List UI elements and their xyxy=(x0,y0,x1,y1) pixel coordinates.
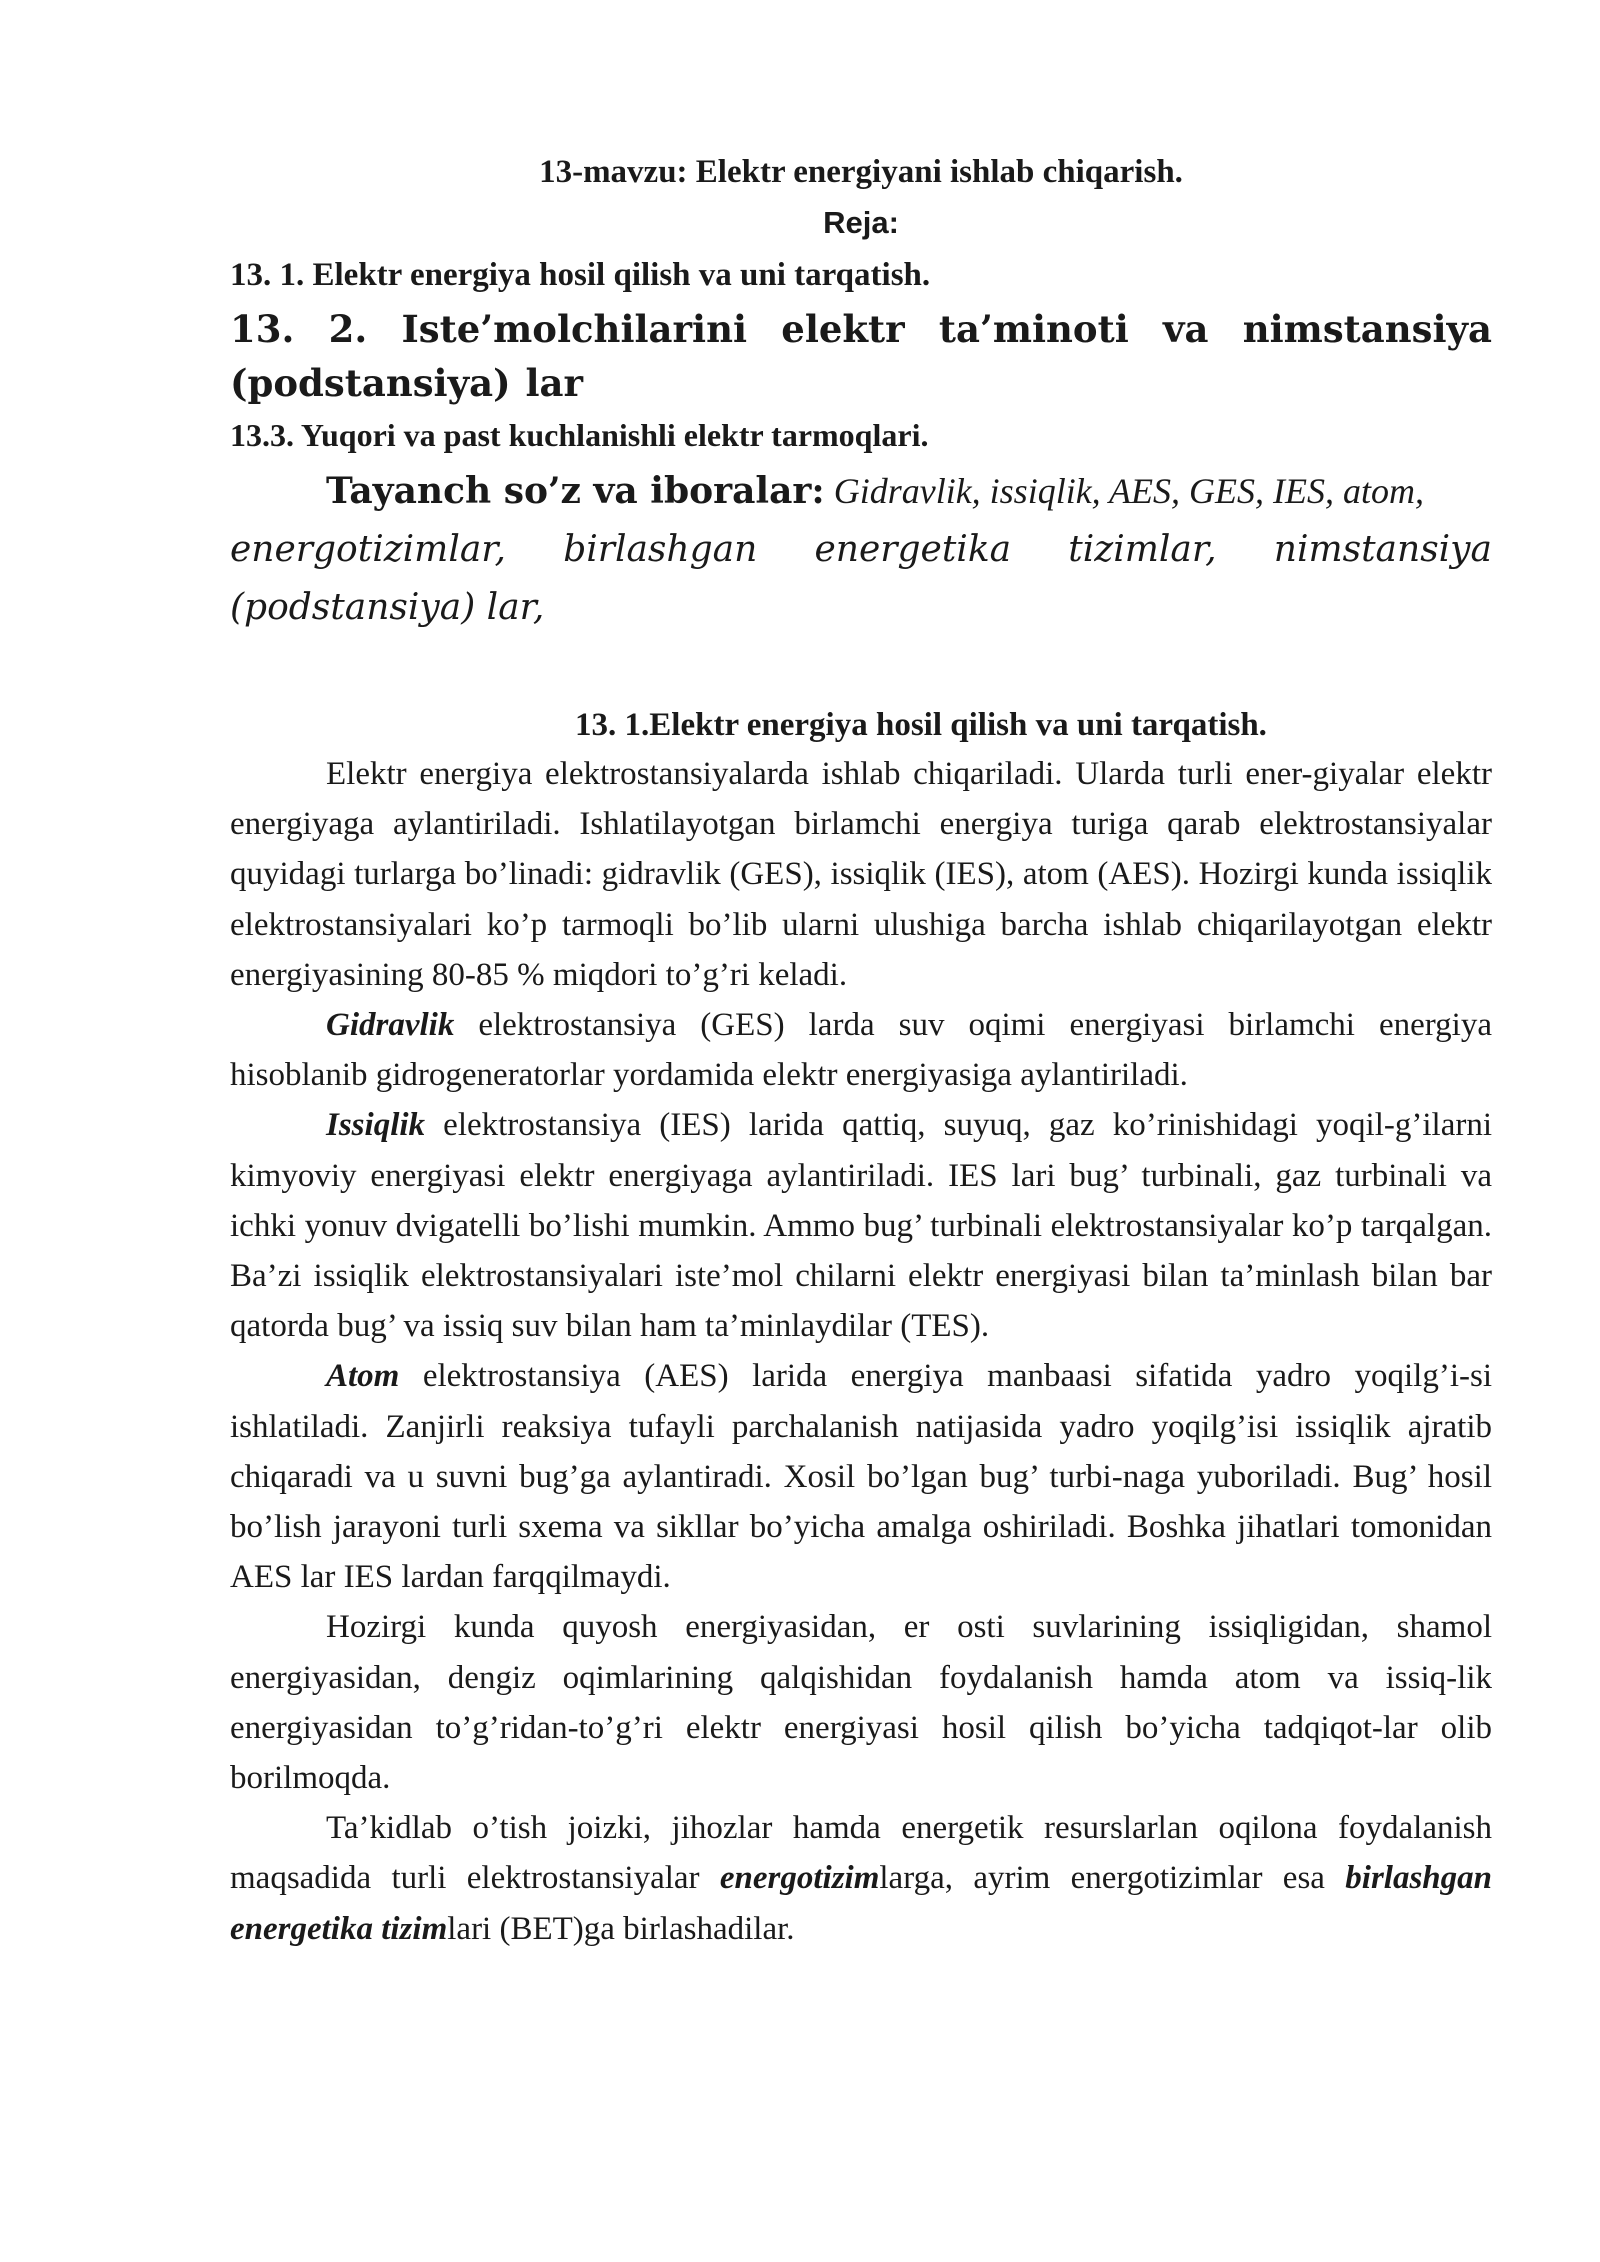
paragraph-6-text: larga, ayrim energotizimlar esa xyxy=(879,1860,1346,1897)
paragraph-6-text: Ta’kidlab o’tish joizki, jihozlar hamda energetik resurslarlan oqilona foydalanish maqsadida turli elektrostansiyalar xyxy=(230,1810,1492,1897)
keyword: energotizimlar, xyxy=(230,529,506,570)
plan-item-2-word: ta’minoti xyxy=(938,307,1129,351)
paragraph-2 xyxy=(230,1000,1492,1100)
term-atom: Atom xyxy=(326,1358,400,1395)
plan-item-3: 13.3. Yuqori va past kuchlanishli elektr tarmoqlari. xyxy=(230,417,929,453)
plan-item-1: 13. 1. Elektr energiya hosil qilish va uni tarqatish. xyxy=(230,257,931,293)
term-bet: birlashgan energetika tizim xyxy=(230,1860,1493,1947)
keyword: nimstansiya xyxy=(1273,529,1492,570)
paragraph-6 xyxy=(230,1803,1492,1954)
page-title: 13-mavzu: Elektr energiyani ishlab chiqarish. xyxy=(539,154,1183,190)
paragraph-2-text: elektrostansiya (GES) larda suv oqimi energiyasi birlamchi energiya hisoblanib gidrogeneratorlar yordamida elektr energiyasiga aylantiriladi. xyxy=(230,1007,1492,1094)
plan-item-2-line-2: (podstansiya) lar xyxy=(230,361,583,405)
keywords-label: Tayanch so’z va iboralar: xyxy=(326,470,825,512)
keyword: birlashgan xyxy=(563,529,758,570)
keywords-line-1 xyxy=(230,462,1492,521)
document-page xyxy=(230,150,1492,1954)
term-energotizim: energotizim xyxy=(719,1860,880,1897)
keywords-list: Gidravlik, issiqlik, AES, GES, IES, atom, xyxy=(824,471,1424,511)
paragraph-1: Elektr energiya elektrostansiyalarda ishlab chiqariladi. Ularda turli ener-giyalar elektr energiyaga aylantiriladi. Ishlatilayotgan birlamchi energiya turiga qarab elektrostansiyalar quyidagi turlarga bo’linadi: gidravlik (GES), issiqlik (IES), atom (AES). Hozirgi kunda issiqlik elektrostansiyalari ko’p tarmoqli bo’lib ularni ulushiga barcha ishlab chiqarilayotgan elektr energiyasining 80-85 % miqdori to’g’ri keladi. xyxy=(230,756,1492,993)
paragraph-3-text: elektrostansiya (IES) larida qattiq, suyuq, gaz ko’rinishidagi yoqil-g’ilarni kimyoviy energiyasi elektr energiyaga aylantiriladi. IES lari bug’ turbinali, gaz turbinali va ichki yonuv dvigatelli bo’lishi mumkin. Ammo bug’ turbinali elektrostansiyalar ko’p tarqalgan. Ba’zi issiqlik elektrostansiyalari iste’mol chilarni elektr energiyasi bilan ta’minlash bilan bar qatorda bug’ va issiq suv bilan ham ta’minlaydilar (TES). xyxy=(230,1107,1492,1345)
paragraph-4-text: elektrostansiya (AES) larida energiya manbaasi sifatida yadro yoqilg’i-si ishlatiladi. Zanjirli reaksiya tufayli parchalanish natijasida yadro yoqilg’isi issiqlik ajratib chiqaradi va u suvni bug’ga aylantiradi. Xosil bo’lgan bug’ turbi-naga yuboriladi. Bug’ hosil bo’lish jarayoni turli sxema va sikllar bo’yicha amalga oshiriladi. Boshka jihatlari tomonidan AES lar IES lardan farqqilmaydi. xyxy=(230,1358,1492,1596)
term-gidravlik: Gidravlik xyxy=(326,1007,455,1044)
paragraph-5: Hozirgi kunda quyosh energiyasidan, er osti suvlarining issiqligidan, shamol energiyasidan, dengiz oqimlarining qalqishidan foydalanish hamda atom va issiq-lik energiyasidan to’g’ridan-to’g’ri elektr energiyasi hosil qilish bo’yicha tadqiqot-lar olib borilmoqda. xyxy=(230,1609,1492,1797)
paragraph-3 xyxy=(230,1100,1492,1351)
keywords-line-3 xyxy=(230,579,1492,637)
paragraph-6-text: lari (BET)ga birlashadilar. xyxy=(447,1910,795,1947)
plan-item-2-word: 2. xyxy=(328,307,368,351)
section-title: 13. 1.Elektr energiya hosil qilish va uni tarqatish. xyxy=(575,707,1267,743)
plan-item-2-word: elektr xyxy=(781,307,905,351)
keyword: (podstansiya) lar, xyxy=(230,587,545,628)
keywords-line-2 xyxy=(230,521,1492,579)
keywords-block xyxy=(230,462,1492,637)
plan-item-2-word: nimstansiya xyxy=(1242,307,1492,351)
plan-item-2 xyxy=(230,302,1492,410)
plan-item-2-word: 13. xyxy=(230,307,295,351)
keyword: energetika xyxy=(814,529,1012,570)
keyword: tizimlar, xyxy=(1068,529,1217,570)
plan-item-2-line-1 xyxy=(230,302,1492,356)
plan-item-2-word: va xyxy=(1163,307,1209,351)
plan-item-2-word: Iste’molchilarini xyxy=(401,307,748,351)
paragraph-4 xyxy=(230,1351,1492,1602)
plan-label: Reja: xyxy=(823,205,899,240)
term-issiqlik: Issiqlik xyxy=(326,1107,426,1144)
